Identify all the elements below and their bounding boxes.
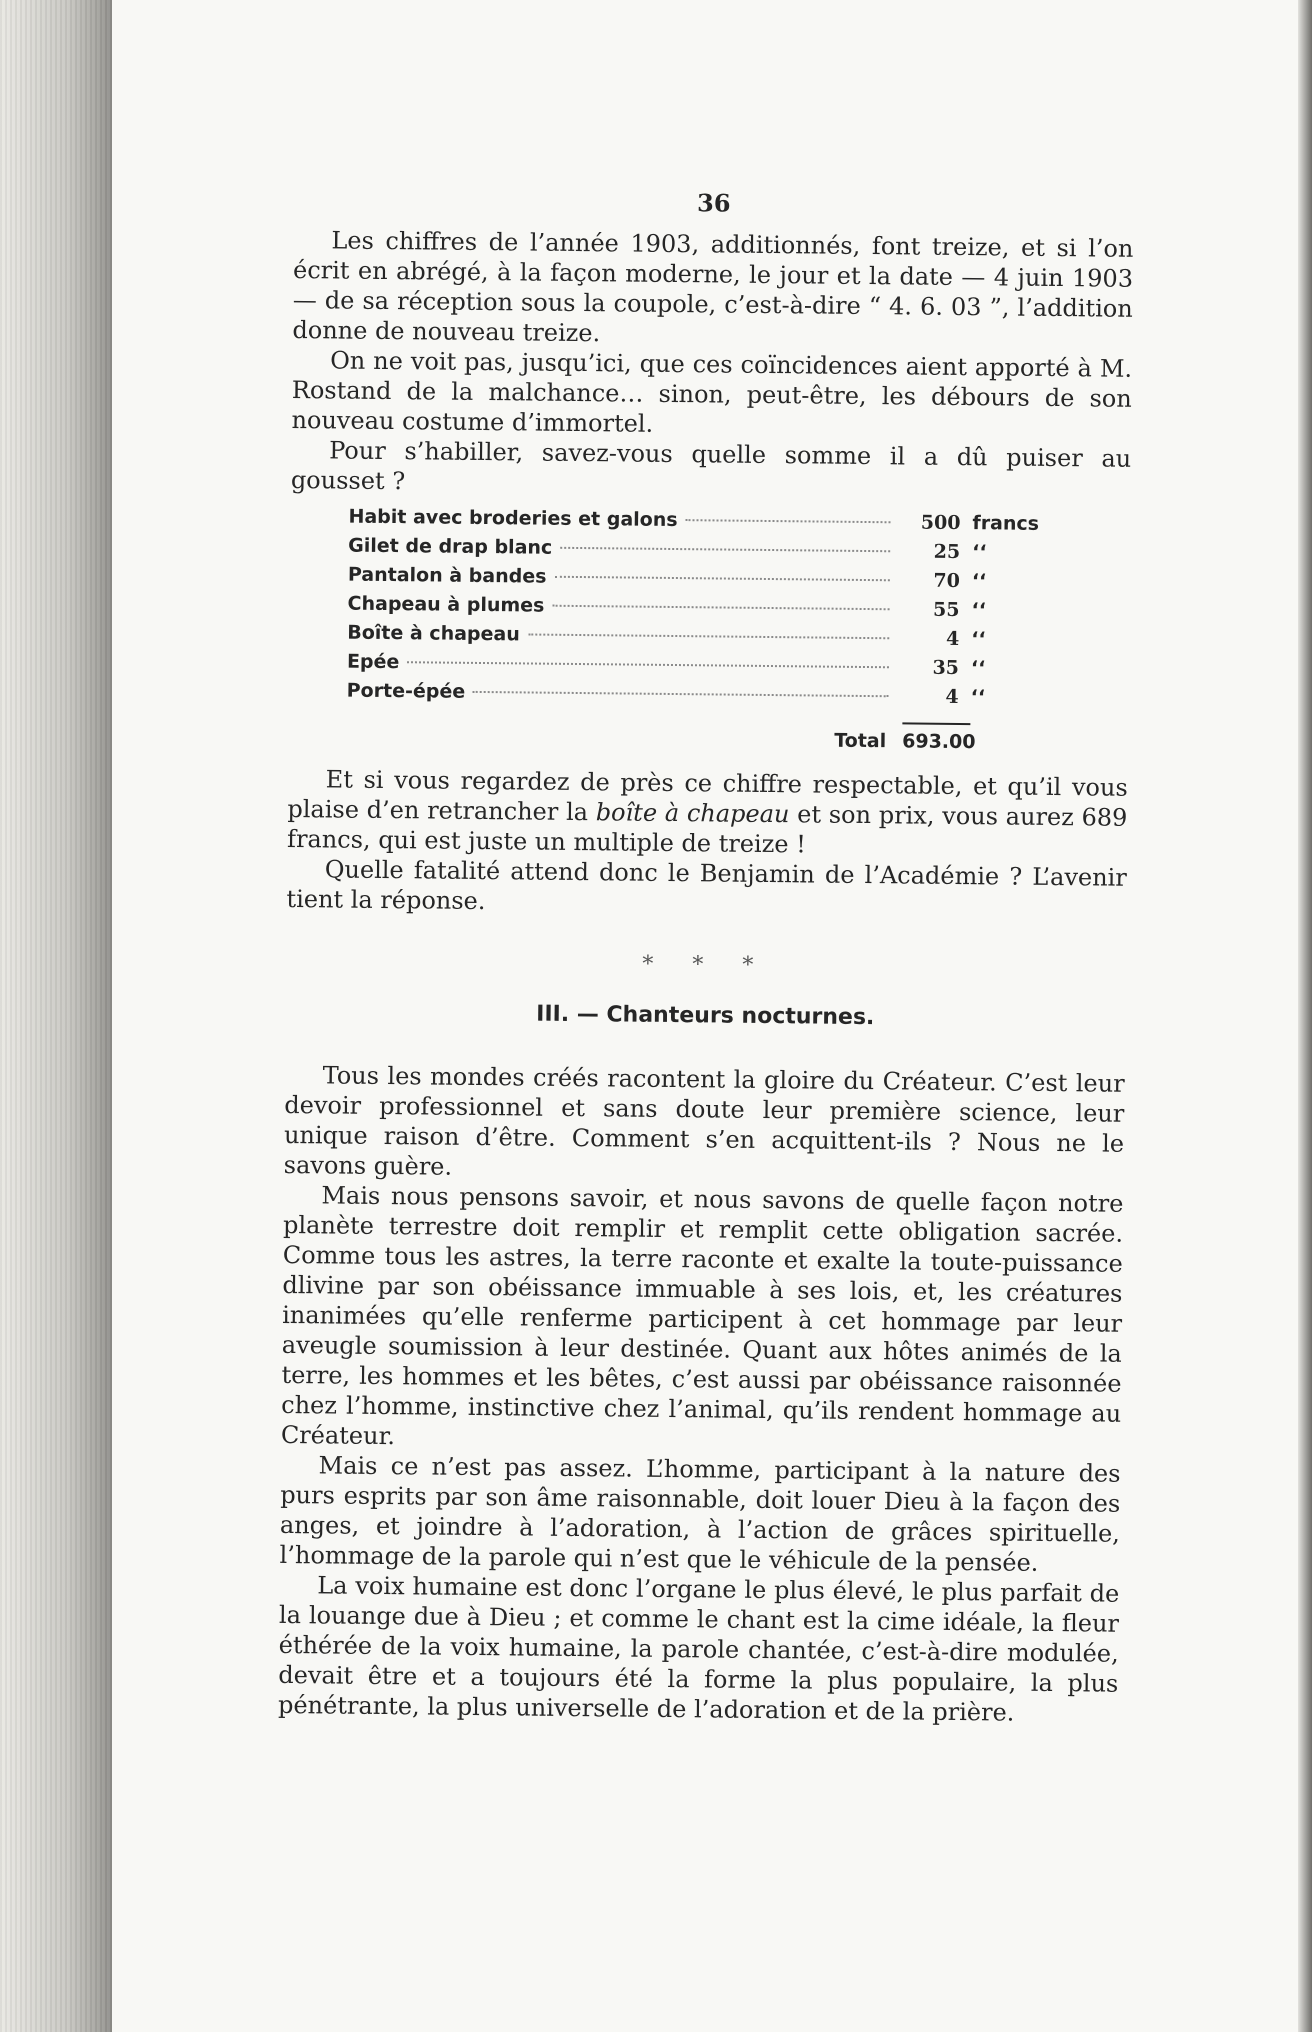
cost-item: Epée: [346, 650, 400, 674]
dot-leader: [528, 633, 889, 639]
paragraph-text: et son prix, vous aurez 689 francs, qui est juste un multiple de treize !: [286, 800, 1128, 859]
cost-item: Pantalon à bandes: [347, 563, 547, 588]
dot-leader: [554, 576, 889, 582]
costume-cost-table: [346, 506, 1068, 755]
page-right-edge: [1298, 0, 1312, 2032]
asterism-separator: * * *: [642, 951, 770, 979]
cost-amount: 70: [933, 569, 960, 592]
paragraph: [287, 764, 1128, 863]
dot-leader: [473, 691, 889, 697]
cost-unit: ‘‘: [970, 686, 986, 709]
cost-unit: ‘‘: [971, 599, 987, 622]
cost-amount: 55: [933, 598, 960, 621]
cost-amount: 4: [945, 627, 960, 650]
paragraph: Mais ce n’est pas assez. L’homme, participant à la nature des purs esprits par son âme raisonnable, doit louer Dieu à la façon des anges, et joindre à l’adoration, à l’action de grâces spirituelle, l’hommage de la parole qui n’est que le véhicule de la pensée.: [279, 1451, 1121, 1577]
dot-leader: [552, 605, 889, 611]
dot-leader: [560, 547, 890, 552]
paragraph: Pour s’habiller, savez-vous quelle somme il a dû puiser au gousset ?: [290, 436, 1132, 496]
paragraph: Les chiffres de l’année 1903, additionnés, font treize, et si l’on écrit en abrégé, à la façon moderne, le jour et la date — 4 juin 1903 — de sa réception sous la coupole, c’est-à-dire “ 4. 6. 03 ”, l’addition donne de nouveau treize.: [292, 226, 1134, 348]
paragraph: Tous les mondes créés racontent la gloire du Créateur. C’est leur devoir professionnel et sans doute leur première science, leur unique raison d’être. Comment s’en acquittent-ils ? Nous ne le savons guère.: [283, 1061, 1125, 1181]
cost-unit: ‘‘: [970, 657, 986, 680]
paragraph-text: Et si vous regardez de près ce chiffre respectable, et qu’il vous plaise d’en retrancher la: [287, 765, 1128, 827]
cost-item: Habit avec broderies et galons: [348, 505, 678, 532]
cost-unit: ‘‘: [971, 570, 987, 593]
cost-unit: ‘‘: [971, 628, 986, 651]
paragraph: Mais nous pensons savoir, et nous savons de quelle façon notre planète terrestre doit remplir et remplit cette obligation sacrée. Comme tous les astres, la terre raconte et exalte la toute-puissance dlivine par son obéissance immuable à ses lois, et, les créatures inanimées qu’elle renferme participent à cet hommage par leur aveugle soumission à leur destinée. Quant aux hôtes animés de la terre, les hommes et les bêtes, c’est aussi par obéissance raisonnée chez l’homme, instinctive chez l’animal, qu’ils rendent hommage au Créateur.: [280, 1181, 1124, 1451]
cost-amount: 35: [932, 656, 960, 679]
total-value: 693.00: [902, 722, 970, 753]
cost-item: Porte-épée: [346, 679, 466, 703]
paragraph: On ne voit pas, jusqu’ici, que ces coïncidences aient apporté à M. Rostand de la malchance… sinon, peut-être, les débours de son nouveau costume d’immortel.: [291, 346, 1133, 438]
dot-leader: [407, 661, 889, 668]
cost-amount: 500: [920, 511, 961, 534]
paragraph: La voix humaine est donc l’organe le plus élevé, le plus parfait de la louange due à Dieu ; et comme le chant est la cime idéale, la fleur éthérée de la voix humaine, la parole chantée, c’est-à-dire modulée, devait être et a toujours été la forme la plus populaire, la plus pénétrante, la plus universelle de l’adoration et de la prière.: [277, 1571, 1120, 1727]
cost-item: Chapeau à plumes: [347, 592, 545, 617]
cost-amount: 4: [945, 685, 959, 708]
section-heading: III. — Chanteurs nocturnes.: [536, 1001, 875, 1031]
cost-unit: ‘‘: [972, 541, 987, 564]
paragraph: Quelle fatalité attend donc le Benjamin de l’Académie ? L’avenir tient la réponse.: [286, 855, 1127, 916]
dot-leader: [686, 519, 891, 523]
book-page: [112, 0, 1298, 2032]
total-row: [346, 717, 1066, 755]
cost-unit: francs: [972, 512, 1040, 535]
cost-item: Boîte à chapeau: [347, 621, 520, 646]
cost-amount: 25: [933, 540, 961, 563]
page-edges: [0, 0, 112, 2032]
italic-phrase: boîte à chapeau: [595, 798, 790, 829]
page-number: 36: [696, 188, 731, 218]
page-content: [278, 184, 1134, 1729]
cost-row: [347, 680, 1067, 717]
cost-item: Gilet de drap blanc: [348, 534, 553, 559]
total-label: Total: [834, 729, 887, 753]
